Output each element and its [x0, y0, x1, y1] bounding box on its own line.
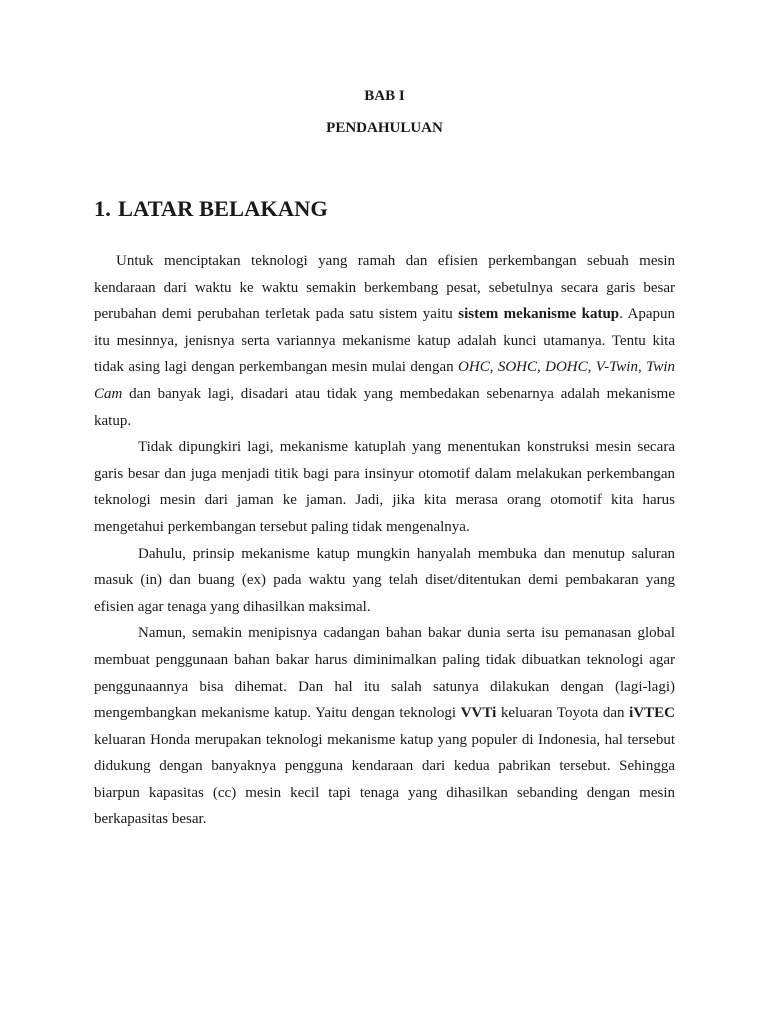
section-title: LATAR BELAKANG: [118, 196, 328, 221]
section-number: 1.: [94, 196, 111, 221]
paragraph-1: [94, 248, 675, 434]
paragraph-1-italic-terms: OHC, SOHC, DOHC, V-Twin, Twin Cam: [94, 359, 675, 402]
chapter-number: BAB I: [364, 88, 405, 104]
paragraph-1-text-1: Untuk menciptakan teknologi yang ramah dan efisien perkembangan sebuah mesin kendaraan dari waktu ke waktu semakin berkembang pesat, sebetulnya secara garis besar perubahan demi perubahan terletak pada satu sistem yaitu: [94, 253, 675, 323]
paragraph-4-bold-vvti: VVTi: [460, 705, 497, 722]
paragraph-1-text-2: . Apapun itu mesinnya, jenisnya serta variannya mekanisme katup adalah kunci utamanya. Tentu kita tidak asing lagi dengan perkembangan mesin mulai dengan: [94, 306, 675, 376]
section-heading: [94, 196, 675, 221]
chapter-title: PENDAHULUAN: [326, 120, 443, 136]
paragraph-4-bold-ivtec: iVTEC: [629, 705, 675, 722]
paragraph-1-bold-term: sistem mekanisme katup: [458, 306, 620, 323]
paragraph-4: [94, 620, 675, 833]
paragraph-4-text-2: keluaran Toyota dan: [496, 705, 630, 722]
paragraph-4-text-3: keluaran Honda merupakan teknologi mekanisme katup yang populer di Indonesia, hal tersebut didukung dengan banyaknya pengguna kendaraan dari kedua pabrikan tersebut. Sehingga biarpun kapasitas (cc) mesin kecil tapi tenaga yang dihasilkan sebanding dengan mesin berkapasitas besar.: [94, 731, 675, 828]
paragraph-2: Tidak dipungkiri lagi, mekanisme katuplah yang menentukan konstruksi mesin secara garis besar dan juga menjadi titik bagi para insinyur otomotif dalam melakukan perkembangan teknologi mesin dari jaman ke jaman. Jadi, jika kita merasa orang otomotif kita harus mengetahui perkembangan tersebut paling tidak mengenalnya.: [94, 439, 675, 535]
document-page: [94, 86, 675, 833]
paragraph-3: Dahulu, prinsip mekanisme katup mungkin hanyalah membuka dan menutup saluran masuk (in) dan buang (ex) pada waktu yang telah diset/ditentukan demi pembakaran yang efisien agar tenaga yang dihasilkan maksimal.: [94, 545, 675, 615]
paragraph-1-text-3: dan banyak lagi, disadari atau tidak yang membedakan sebenarnya adalah mekanisme katup.: [94, 385, 675, 429]
paragraph-4-text-1: Namun, semakin menipisnya cadangan bahan bakar dunia serta isu pemanasan global membuat penggunaan bahan bakar harus diminimalkan paling tidak dibuatkan teknologi agar penggunaannya bisa dihemat. Dan hal itu salah satunya dilakukan dengan (lagi-lagi) mengembangkan mekanisme katup. Yaitu dengan teknologi: [94, 625, 675, 722]
